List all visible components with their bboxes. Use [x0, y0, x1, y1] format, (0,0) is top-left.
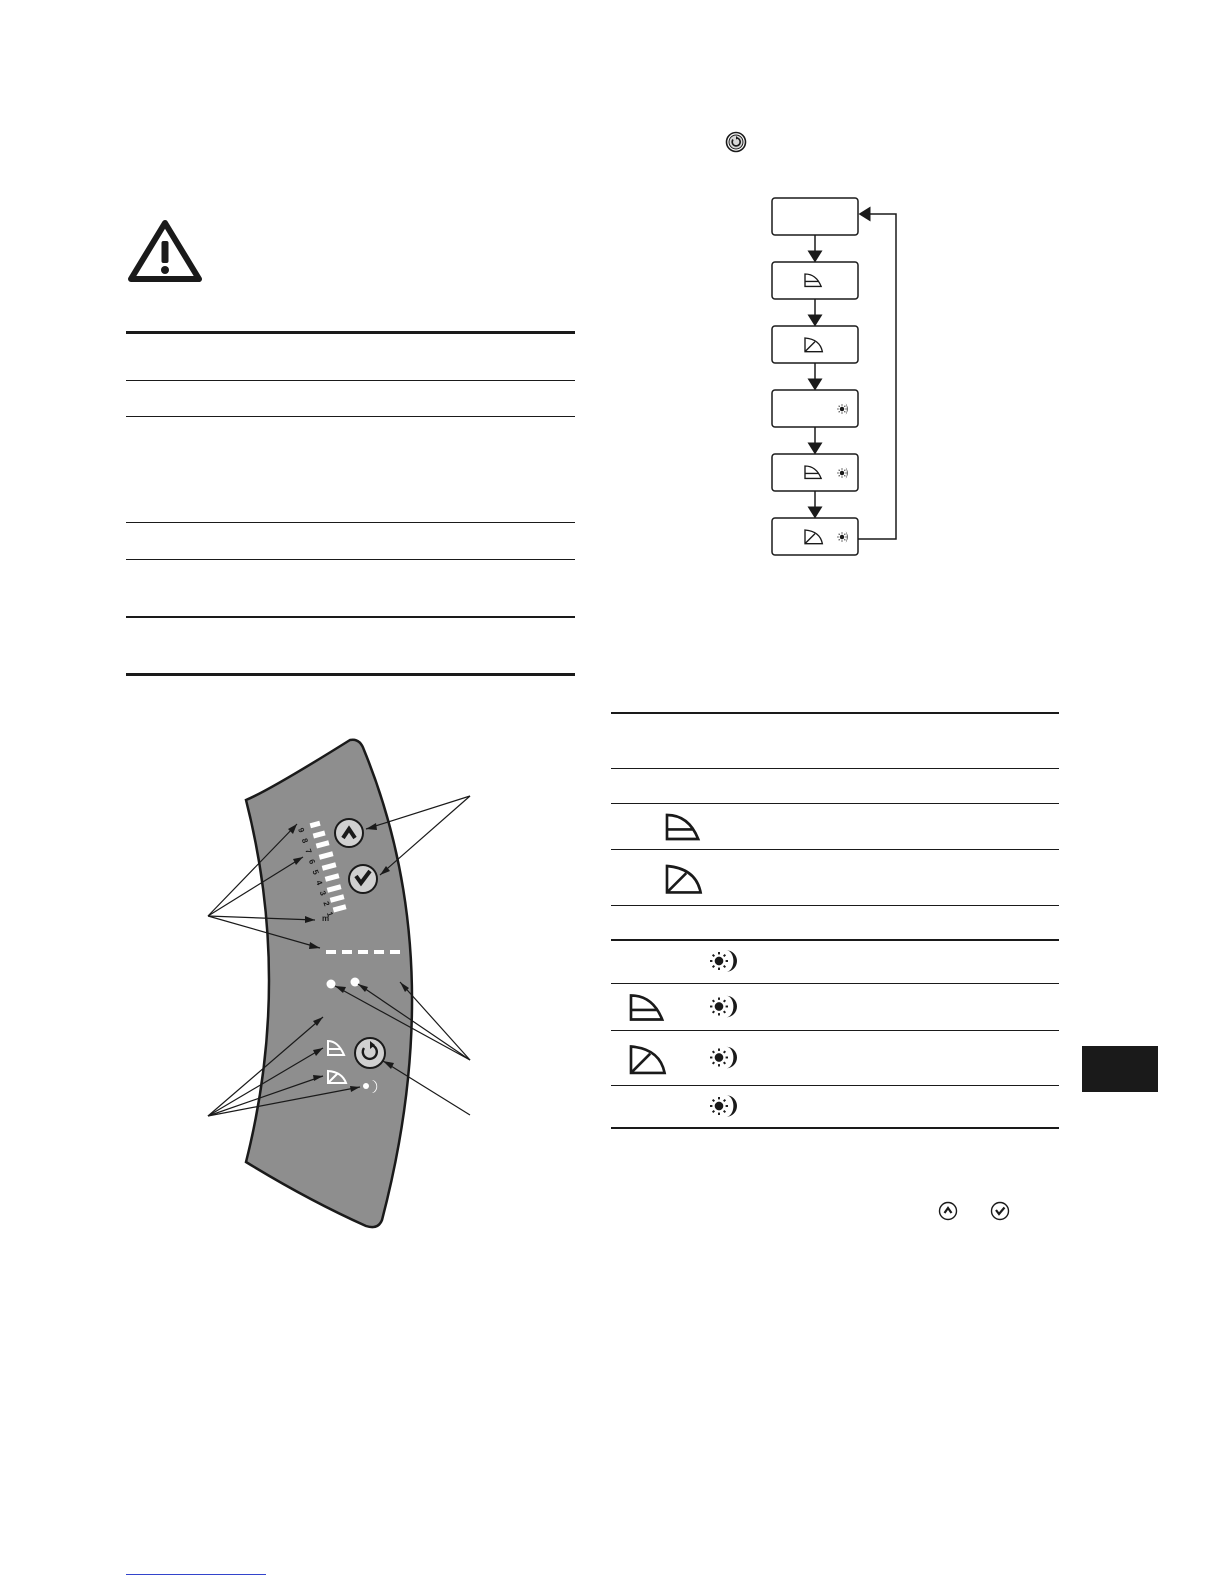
mode-table-row	[611, 866, 1059, 906]
right-table-top-rule	[611, 712, 1059, 714]
scale-label: 9	[296, 826, 307, 834]
day-night-icon	[710, 1047, 737, 1069]
section-tab-marker	[1082, 1046, 1158, 1092]
panel-cycle-button	[355, 1038, 385, 1068]
cycle-icon	[725, 131, 747, 153]
flow-mode-box	[772, 326, 858, 363]
left-table-rule	[126, 380, 575, 381]
flow-mode-box	[772, 454, 858, 491]
fan-half-power-icon	[631, 996, 662, 1020]
down-arrow-button-icon	[990, 1201, 1010, 1221]
left-table-rule	[126, 522, 575, 523]
flow-mode-box	[772, 198, 858, 235]
fan-half-power-icon	[667, 815, 698, 839]
footer-link-rule	[126, 1574, 266, 1575]
left-table-bottom-rule	[126, 673, 575, 676]
fan-full-power-icon	[667, 866, 701, 892]
fan-full-power-icon	[631, 1047, 665, 1073]
flow-mode-box	[772, 518, 858, 555]
left-table-rule	[126, 616, 575, 618]
scale-label: 4	[314, 879, 325, 887]
scale-label: 5	[310, 868, 321, 876]
left-table-rule	[126, 559, 575, 560]
mode-table-row	[611, 1047, 1059, 1087]
led-1	[327, 980, 336, 989]
control-panel-illustration	[200, 730, 490, 1235]
mode-table-row	[611, 939, 1059, 941]
panel-up-button	[335, 819, 363, 847]
panel-down-button	[349, 865, 377, 893]
scale-label: 1	[324, 910, 335, 918]
mode-table-row	[611, 815, 1059, 850]
scale-label: 3	[317, 889, 328, 897]
mode-flow-diagram	[760, 190, 910, 570]
mode-table-row	[611, 950, 1059, 984]
led-2	[351, 978, 360, 987]
flow-mode-box	[772, 390, 858, 427]
left-table-top-rule	[126, 331, 575, 334]
flow-return-line	[858, 214, 896, 539]
scale-label: 7	[303, 847, 314, 855]
warning-triangle-icon	[127, 219, 203, 283]
scale-label: 6	[306, 858, 317, 866]
mode-table	[611, 769, 1059, 1131]
scale-label: 2	[321, 900, 332, 908]
up-arrow-button-icon	[938, 1201, 958, 1221]
day-night-icon	[710, 950, 737, 972]
scale-label: 8	[299, 837, 310, 845]
day-night-icon	[710, 1095, 737, 1117]
mode-table-row	[611, 1095, 1059, 1129]
day-night-icon	[710, 996, 737, 1018]
left-table-rule	[126, 416, 575, 417]
flow-mode-box	[772, 262, 858, 299]
mode-table-row	[611, 803, 1059, 804]
mode-table-row	[611, 996, 1059, 1032]
scale-label-bottom: m	[322, 914, 330, 923]
